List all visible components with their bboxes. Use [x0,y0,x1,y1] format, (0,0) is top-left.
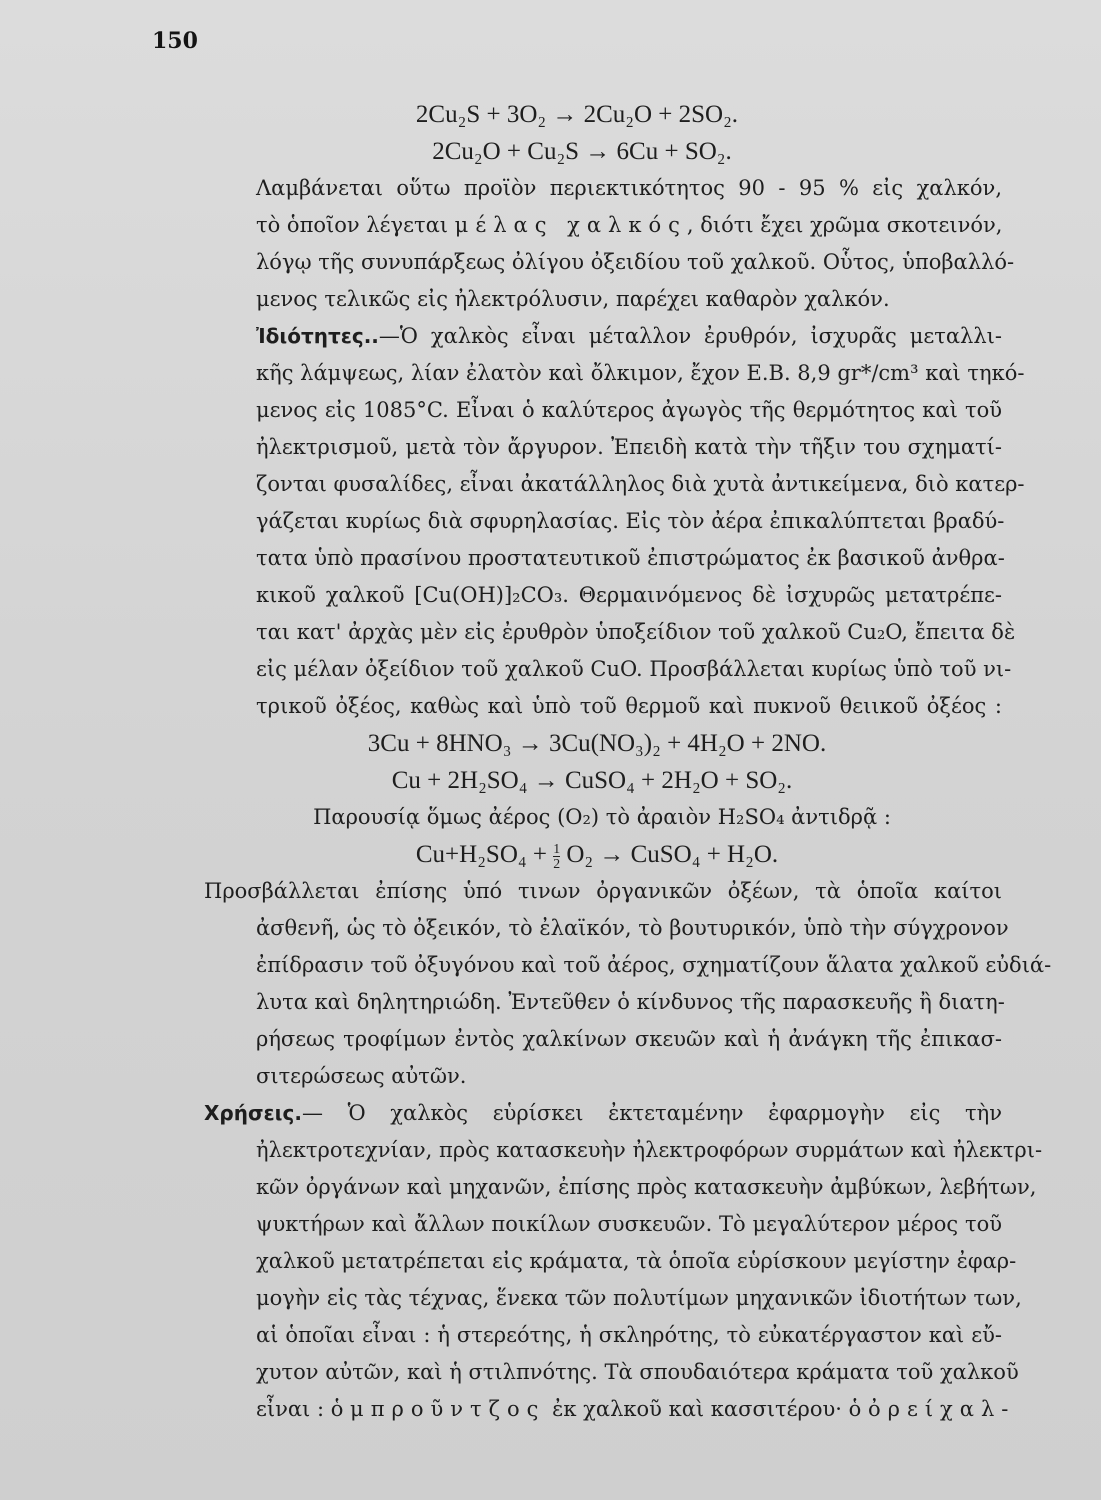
paragraph-black-copper [152,170,1015,318]
text-fragment: ἐκ χαλκοῦ καὶ κασσιτέρου· ὁ [545,1397,868,1421]
text-line: μογὴν εἰς τὰς τέχνας, ἕνεκα τῶν πολυτίμων μηχανικῶν ἰδιοτήτων των, [256,1286,1022,1310]
text-line: ἠλεκτροτεχνίαν, πρὸς κατασκευὴν ἠλεκτροφόρων συρμάτων καὶ ἠλεκτρι- [256,1138,1043,1162]
text-line: ρήσεως τροφίμων ἐντὸς χαλκίνων σκευῶν καὶ ἡ ἀνάγκη τῆς ἐπικασ- [256,1027,1002,1051]
text-air-presence: Παρουσίᾳ ὅμως ἀέρος (O₂) τὸ ἀραιὸν H₂SO₄ ἀντιδρᾷ : [313,805,891,829]
text-line [152,318,1002,355]
emphasis-black-copper: μέλας χαλκός [454,213,687,237]
text-line: τατα ὑπὸ πρασίνου προστατευτικοῦ ἐπιστρώματος ἐκ βασικοῦ ἀνθρα- [256,546,1005,570]
text-line: ζονται φυσαλίδες, εἶναι ἀκατάλληλος διὰ χυτὰ ἀντικείμενα, διὸ κατερ- [256,472,1025,496]
text-fragment: , διότι ἔχει χρῶμα σκοτεινόν, [686,213,1003,237]
text-line: κῶν ὀργάνων καὶ μηχανῶν, ἐπίσης πρὸς κατασκευὴν ἀμβύκων, λεβήτων, [256,1175,1037,1199]
text-line: ψυκτήρων καὶ ἄλλων ποικίλων συσκευῶν. Τὸ μεγαλύτερον μέρος τοῦ [256,1212,1002,1236]
text-line [152,1391,1016,1428]
text-fragment: —Ὁ χαλκὸς εἶναι μέταλλον ἐρυθρόν, ἰσχυρᾶς μεταλλι- [378,324,1002,348]
emphasis-brass: ὀρείχαλ- [867,1397,1016,1421]
equation-sulfuric-acid: Cu + 2H₂SO₄ → CuSO₄ + 2H₂O + SO₂. [391,767,793,794]
text-fragment: εἶναι : ὁ [256,1397,351,1421]
text-line: χυτον αὐτῶν, καὶ ἡ στιλπνότης. Τὰ σπουδαιότερα κράματα τοῦ χαλκοῦ [256,1360,1019,1384]
text-line: αἱ ὁποῖαι εἶναι : ἡ στερεότης, ἡ σκληρότης, τὸ εὐκατέργαστον καὶ εὔ- [256,1323,1002,1347]
fraction-denominator: 2 [553,855,561,871]
text-line: ἐπίδρασιν τοῦ ὀξυγόνου καὶ τοῦ ἀέρος, σχηματίζουν ἅλατα χαλκοῦ εὐδιά- [256,953,1052,977]
heading-uses: Χρήσεις. [204,1101,302,1125]
page-number: 150 [152,28,198,54]
text-line: ται κατ' ἀρχὰς μὲν εἰς ἐρυθρὸν ὑποξείδιον τοῦ χαλκοῦ Cu₂O, ἔπειτα δὲ [256,620,1016,644]
equation-fragment: O₂ → CuSO₄ + H₂O. [560,841,779,868]
equation-copper-sulfide-oxidation: 2Cu₂S + 3O₂ → 2Cu₂O + 2SO₂. [415,101,739,128]
text-line: σιτερώσεως αὐτῶν. [256,1064,467,1088]
emphasis-bronze: μπροῦντζος [350,1397,546,1421]
text-fragment: — Ὁ χαλκὸς εὑρίσκει ἐκτεταμένην ἐφαρμογὴν εἰς τὴν [301,1101,1002,1125]
text-line [152,1095,1002,1132]
text-line: κικοῦ χαλκοῦ [Cu(OH)]₂CO₃. Θερμαινόμενος δὲ ἰσχυρῶς μετατρέπε- [256,583,1002,607]
equation-copper-reduction: 2Cu₂O + Cu₂S → 6Cu + SO₂. [432,138,732,165]
equation-dilute-sulfuric [152,836,1002,873]
text-line: κῆς λάμψεως, λίαν ἐλατὸν καὶ ὄλκιμον, ἔχον Ε.Β. 8,9 gr*/cm³ καὶ τηκό- [256,361,1025,385]
text-fragment: τὸ ὁποῖον λέγεται [256,213,455,237]
text-line: ἠλεκτρισμοῦ, μετὰ τὸν ἄργυρον. Ἐπειδὴ κατὰ τὴν τῆξιν του σχηματί- [256,435,1002,459]
text-line: μενος τελικῶς εἰς ἠλεκτρόλυσιν, παρέχει καθαρὸν χαλκόν. [256,287,890,311]
page-body [152,96,1052,1428]
text-line: λυτα καὶ δηλητηριώδη. Ἐντεῦθεν ὁ κίνδυνος τῆς παρασκευῆς ἢ διατη- [256,990,1005,1014]
paragraph-organic-acids [152,873,1052,1095]
text-line: Προσβάλλεται ἐπίσης ὑπό τινων ὀργανικῶν ὀξέων, τὰ ὁποῖα καίτοι [204,879,1002,903]
text-line: λόγῳ τῆς συνυπάρξεως ὀλίγου ὀξειδίου τοῦ χαλκοῦ. Οὗτος, ὑποβαλλό- [256,250,1015,274]
heading-properties: Ἰδιότητες.. [256,324,379,348]
text-line: ἀσθενῆ, ὡς τὸ ὀξεικόν, τὸ ἐλαϊκόν, τὸ βουτυρικόν, ὑπὸ τὴν σύγχρονον [256,916,1009,940]
equation-fragment: Cu+H₂SO₄ + [415,841,554,868]
text-line: μενος εἰς 1085°C. Εἶναι ὁ καλύτερος ἀγωγὸς τῆς θερμότητος καὶ τοῦ [256,398,1002,422]
paragraph-uses [152,1095,1043,1428]
equation-nitric-acid: 3Cu + 8HNO₃ → 3Cu(NO₃)₂ + 4H₂O + 2NO. [367,730,827,757]
fraction-numerator: 1 [553,841,561,857]
text-line: γάζεται κυρίως διὰ σφυρηλασίας. Εἰς τὸν ἀέρα ἐπικαλύπτεται βραδύ- [256,509,1005,533]
text-line: Λαμβάνεται οὕτω προϊὸν περιεκτικότητος 90 - 95 % εἰς χαλκόν, [256,176,1002,200]
text-line: χαλκοῦ μετατρέπεται εἰς κράματα, τὰ ὁποῖα εὑρίσκουν μεγίστην ἐφαρ- [256,1249,1017,1273]
text-line: εἰς μέλαν ὀξείδιον τοῦ χαλκοῦ CuO. Προσβάλλεται κυρίως ὑπὸ τοῦ νι- [256,657,1012,681]
text-line [152,207,1002,244]
paragraph-properties [152,318,1025,725]
text-line: τρικοῦ ὀξέος, καθὼς καὶ ὑπὸ τοῦ θερμοῦ καὶ πυκνοῦ θειικοῦ ὀξέος : [256,694,1002,718]
